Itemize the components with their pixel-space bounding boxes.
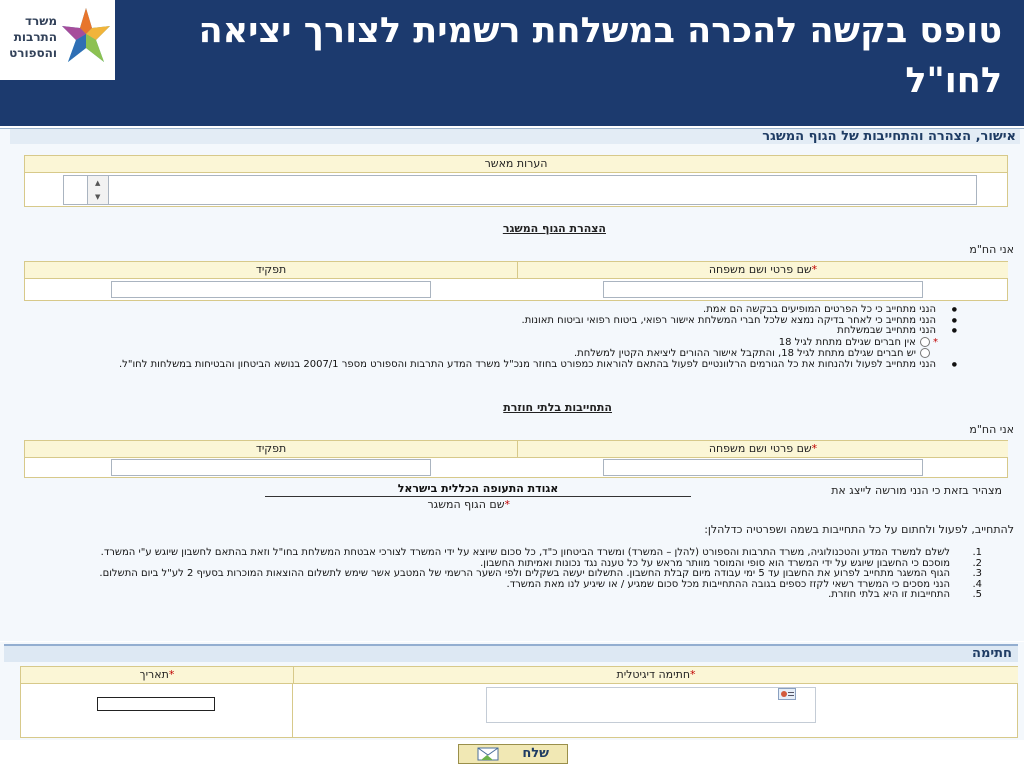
approver-notes-box	[24, 155, 1008, 207]
org-name-field[interactable]: אגודת התעופה הכללית בישראל	[265, 482, 691, 497]
radio-minors-row[interactable]	[48, 348, 948, 360]
radio-no-minors-row[interactable]: * אין חברים שגילם מתחת לגיל 18	[778, 336, 938, 348]
logo-text-line-1: משרד	[24, 14, 57, 28]
declaration-name-header-label: שם פרטי ושם משפחה	[708, 263, 812, 276]
date-column-header-label: תאריך	[139, 668, 169, 681]
commitment-title: התחייבות בלתי חוזרת	[503, 401, 612, 414]
signature-column-header: *חתימה דיגיטלית	[293, 667, 1018, 684]
logo-text-line-3: והספורט	[9, 46, 57, 60]
date-input[interactable]	[97, 697, 215, 711]
declaration-title: הצהרת הגוף המשגר	[502, 222, 606, 235]
commitment-item	[50, 589, 982, 601]
org-name-label: *שם הגוף המשגר	[427, 498, 510, 511]
commitment-role-header: תפקיד	[25, 441, 517, 458]
declaration-name-role-table	[24, 261, 1008, 301]
declaration-name-input[interactable]	[603, 281, 923, 298]
commitment-item-text: מוסכם כי החשבון שיוגש על ידי המשרד הוא סופי והמוסר מוותר מראש על כל טענה נגד נכונות ואמיתות החשבון.	[480, 557, 950, 569]
star-logo-icon	[60, 6, 112, 68]
signature-table	[20, 666, 1018, 738]
ministry-logo	[0, 0, 115, 80]
commitment-role-input[interactable]	[111, 459, 431, 476]
commitment-name-header-label: שם פרטי ושם משפחה	[708, 442, 812, 455]
signature-picker-icon[interactable]	[778, 688, 796, 700]
declaration-bullet-last: ● הנני מתחייב לפעול ולהנחות את כל הגורמים הרלוונטיים לפעול בהתאם להוראות כמפורט בחוזר מנכ"ל משרד המדע התרבות והספורט מספר 2007/1 בנושא הביטחון והבטיחות במשלחות לחו"ל.	[48, 360, 948, 371]
slide-title: טופס בקשה להכרה במשלחת רשמית לצורך יציאה לחו"ל	[198, 11, 1002, 101]
declaration-role-header: תפקיד	[25, 262, 517, 279]
radio-no-minors[interactable]	[920, 337, 930, 347]
commitment-name-role-table	[24, 440, 1008, 478]
scroll-down-icon[interactable]: ▼	[95, 193, 101, 201]
commitment-item-number: 3.	[972, 568, 982, 579]
approver-notes-header: הערות מאשר	[25, 156, 1007, 173]
envelope-send-icon	[477, 747, 499, 761]
signature-section-title: חתימה	[4, 644, 1018, 662]
commitment-intro: אני הח"מ	[969, 423, 1014, 436]
commitment-item-text: התחייבות זו היא בלתי חוזרת.	[828, 589, 950, 600]
logo-text-line-2: התרבות	[13, 30, 57, 44]
send-button-label: שלח	[522, 746, 549, 761]
form-panel	[0, 128, 1024, 641]
declaration-role-input[interactable]	[111, 281, 431, 298]
undertake-statement: להתחייב, לפעול ולחתום על כל התחייבות בשמה ושפרטיה כדלהלן:	[704, 523, 1014, 536]
digital-signature-box[interactable]	[486, 687, 816, 723]
commitment-items-list	[50, 547, 982, 601]
section-title-approval: אישור, הצהרה והתחייבות של הגוף המשגר	[10, 129, 1020, 144]
authorized-statement: מצהיר בזאת כי הנני מורשה לייצג את	[831, 484, 1002, 497]
radio-minors[interactable]	[920, 348, 930, 358]
commitment-item-number: 2.	[972, 557, 982, 569]
commitment-item	[50, 578, 982, 591]
commitment-name-input[interactable]	[603, 459, 923, 476]
org-name-label-text: שם הגוף המשגר	[427, 498, 505, 511]
commitment-item-text: הגוף המשגר מתחייב לפרוע את החשבון עד 5 ימי עבודה מיום קבלת החשבון. התשלום יעשה בשקלים ולפי השער הרשמי של המטבע אשר שימש לתשלום ההוצאות המוכרות בסעיף 2 לע"ל ביום התשלום.	[99, 568, 950, 579]
scroll-up-icon[interactable]: ▲	[95, 179, 101, 187]
commitment-item-number: 5.	[972, 589, 982, 600]
radio-no-minors-label: אין חברים שגילם מתחת לגיל 18	[778, 336, 916, 348]
signature-panel	[0, 642, 1024, 740]
declaration-bullet-list	[48, 305, 948, 370]
declaration-name-header: *שם פרטי ושם משפחה	[517, 262, 1008, 279]
send-button[interactable]	[458, 744, 568, 764]
commitment-item-number: 4.	[972, 578, 982, 590]
radio-minors-label: יש חברים שגילם מתחת לגיל 18, והתקבל אישור ההורים ליציאת הקטין למשלחת.	[573, 348, 916, 359]
approver-notes-textarea[interactable]	[63, 175, 977, 205]
commitment-item-number: 1.	[972, 547, 982, 558]
commitment-item-text: הנני מסכים כי המשרד רשאי לקזז כספים בגובה ההתחייבות מכל סכום שמגיע / או שיגיע לנו מאת המשרד.	[506, 578, 950, 590]
commitment-name-header: *שם פרטי ושם משפחה	[517, 441, 1008, 458]
date-column-header: *תאריך	[21, 667, 293, 684]
textarea-scrollbar[interactable]	[87, 175, 109, 205]
commitment-item-text: לשלם למשרד המדע והטכנולוגיה, משרד התרבות והספורט (להלן – המשרד) ומשרד הביטחון כ"ד, כל סכום שיוצא על ידי המשרד לצורכי אבטחת המשלחת בחו"ל וזאת בהתאם לחשבון שיוגש ע"י המשרד.	[100, 547, 950, 558]
declaration-intro: אני הח"מ	[969, 243, 1014, 256]
signature-column-header-label: חתימה דיגיטלית	[616, 668, 691, 681]
column-divider	[292, 683, 293, 737]
declaration-bullet-1: ● הנני מתחייב כי כל הפרטים המופיעים בבקשה הם אמת.	[48, 305, 948, 316]
declaration-bullet-2: ● הנני מתחייב כי לאחר בדיקה נמצא שלכל חברי המשלחת אישור רפואי, ביטוח רפואי וביטוח תאונות.	[48, 316, 948, 327]
declaration-bullet-3: ● הנני מתחייב שבמשלחת	[48, 326, 948, 337]
slide-header	[0, 0, 1024, 126]
